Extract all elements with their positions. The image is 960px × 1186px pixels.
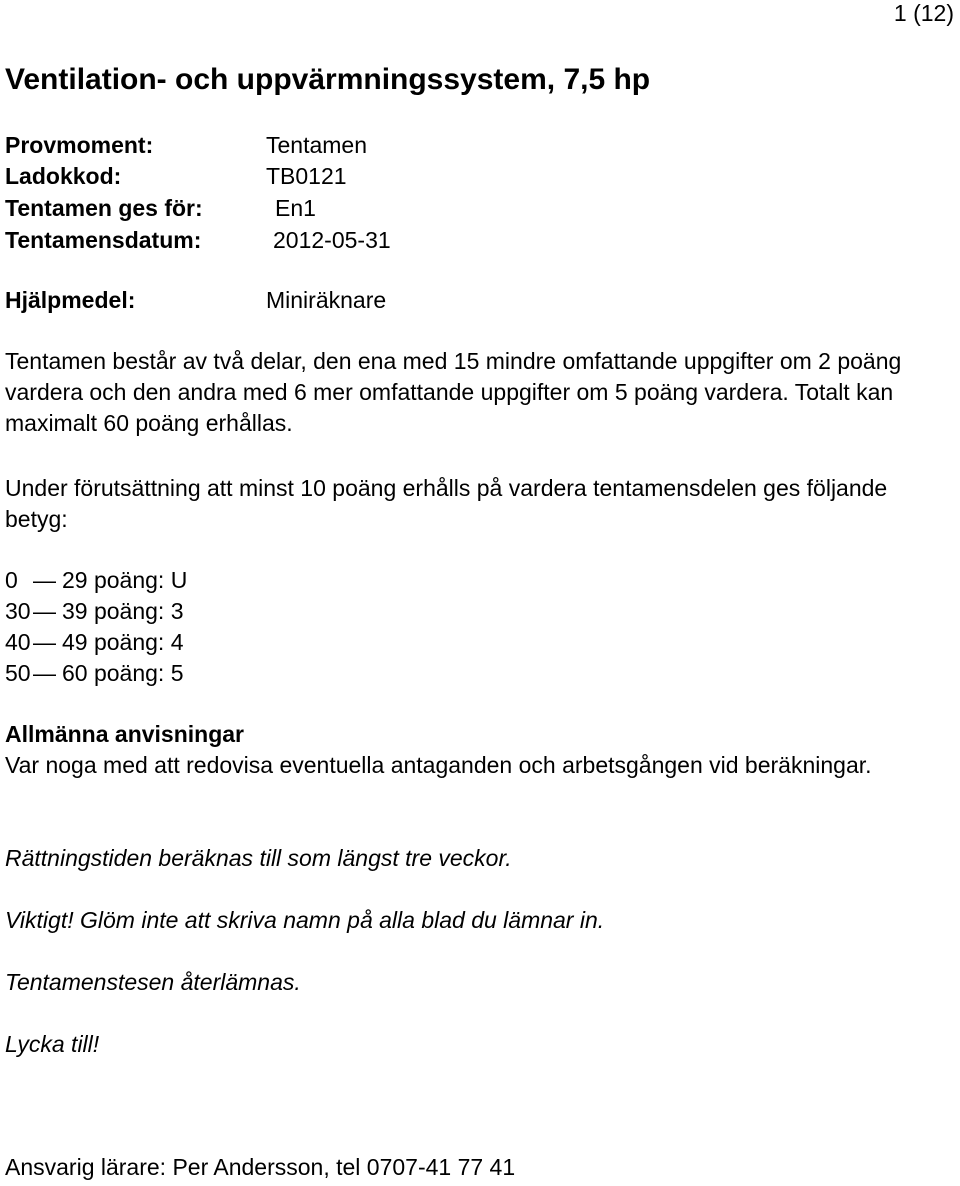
meta-label: Hjälpmedel: (5, 287, 136, 313)
page-number: 1 (12) (893, 0, 954, 26)
grade-dash: — (33, 598, 56, 624)
instructions-text: Var noga med att redovisa eventuella antaganden och arbetsgången vid beräkningar. (5, 752, 872, 778)
grade-from: 40 (5, 629, 31, 655)
grade-to: 39 poäng: 3 (62, 598, 184, 624)
meta-value: En1 (275, 195, 316, 221)
meta-value: 2012-05-31 (273, 227, 391, 253)
grade-from: 30 (5, 598, 31, 624)
grading-paragraph: Under förutsättning att minst 10 poäng erhålls på vardera tentamensdelen ges följande betyg: (5, 475, 888, 532)
instructions-heading: Allmänna anvisningar (5, 721, 245, 747)
intro-paragraph: Tentamen består av två delar, den ena med 15 mindre omfattande uppgifter om 2 poäng vardera och den andra med 6 mer omfattande uppgifter om 5 poäng vardera. Totalt kan maximalt 60 poäng erhållas. (5, 348, 902, 436)
important-note: Viktigt! Glöm inte att skriva namn på alla blad du lämnar in. (5, 907, 605, 933)
meta-value: Tentamen (266, 132, 368, 158)
responsible-teacher: Ansvarig lärare: Per Andersson, tel 0707-41 77 41 (5, 1154, 516, 1180)
good-luck-note: Lycka till! (5, 1031, 100, 1057)
grade-dash: — (33, 567, 56, 593)
correction-time-note: Rättningstiden beräknas till som längst tre veckor. (5, 845, 512, 871)
returned-note: Tentamenstesen återlämnas. (5, 969, 301, 995)
document-title: Ventilation- och uppvärmningssystem, 7,5 hp (5, 63, 651, 96)
grade-from: 0 (5, 567, 18, 593)
meta-value: Miniräknare (266, 287, 387, 313)
meta-label: Tentamensdatum: (5, 227, 202, 253)
meta-label: Tentamen ges för: (5, 195, 203, 221)
meta-value: TB0121 (266, 163, 347, 189)
meta-label: Provmoment: (5, 132, 154, 158)
grade-dash: — (33, 660, 56, 686)
grade-to: 60 poäng: 5 (62, 660, 184, 686)
grade-dash: — (33, 629, 56, 655)
grade-to: 29 poäng: U (62, 567, 188, 593)
meta-label: Ladokkod: (5, 163, 122, 189)
grade-to: 49 poäng: 4 (62, 629, 184, 655)
grade-from: 50 (5, 660, 31, 686)
